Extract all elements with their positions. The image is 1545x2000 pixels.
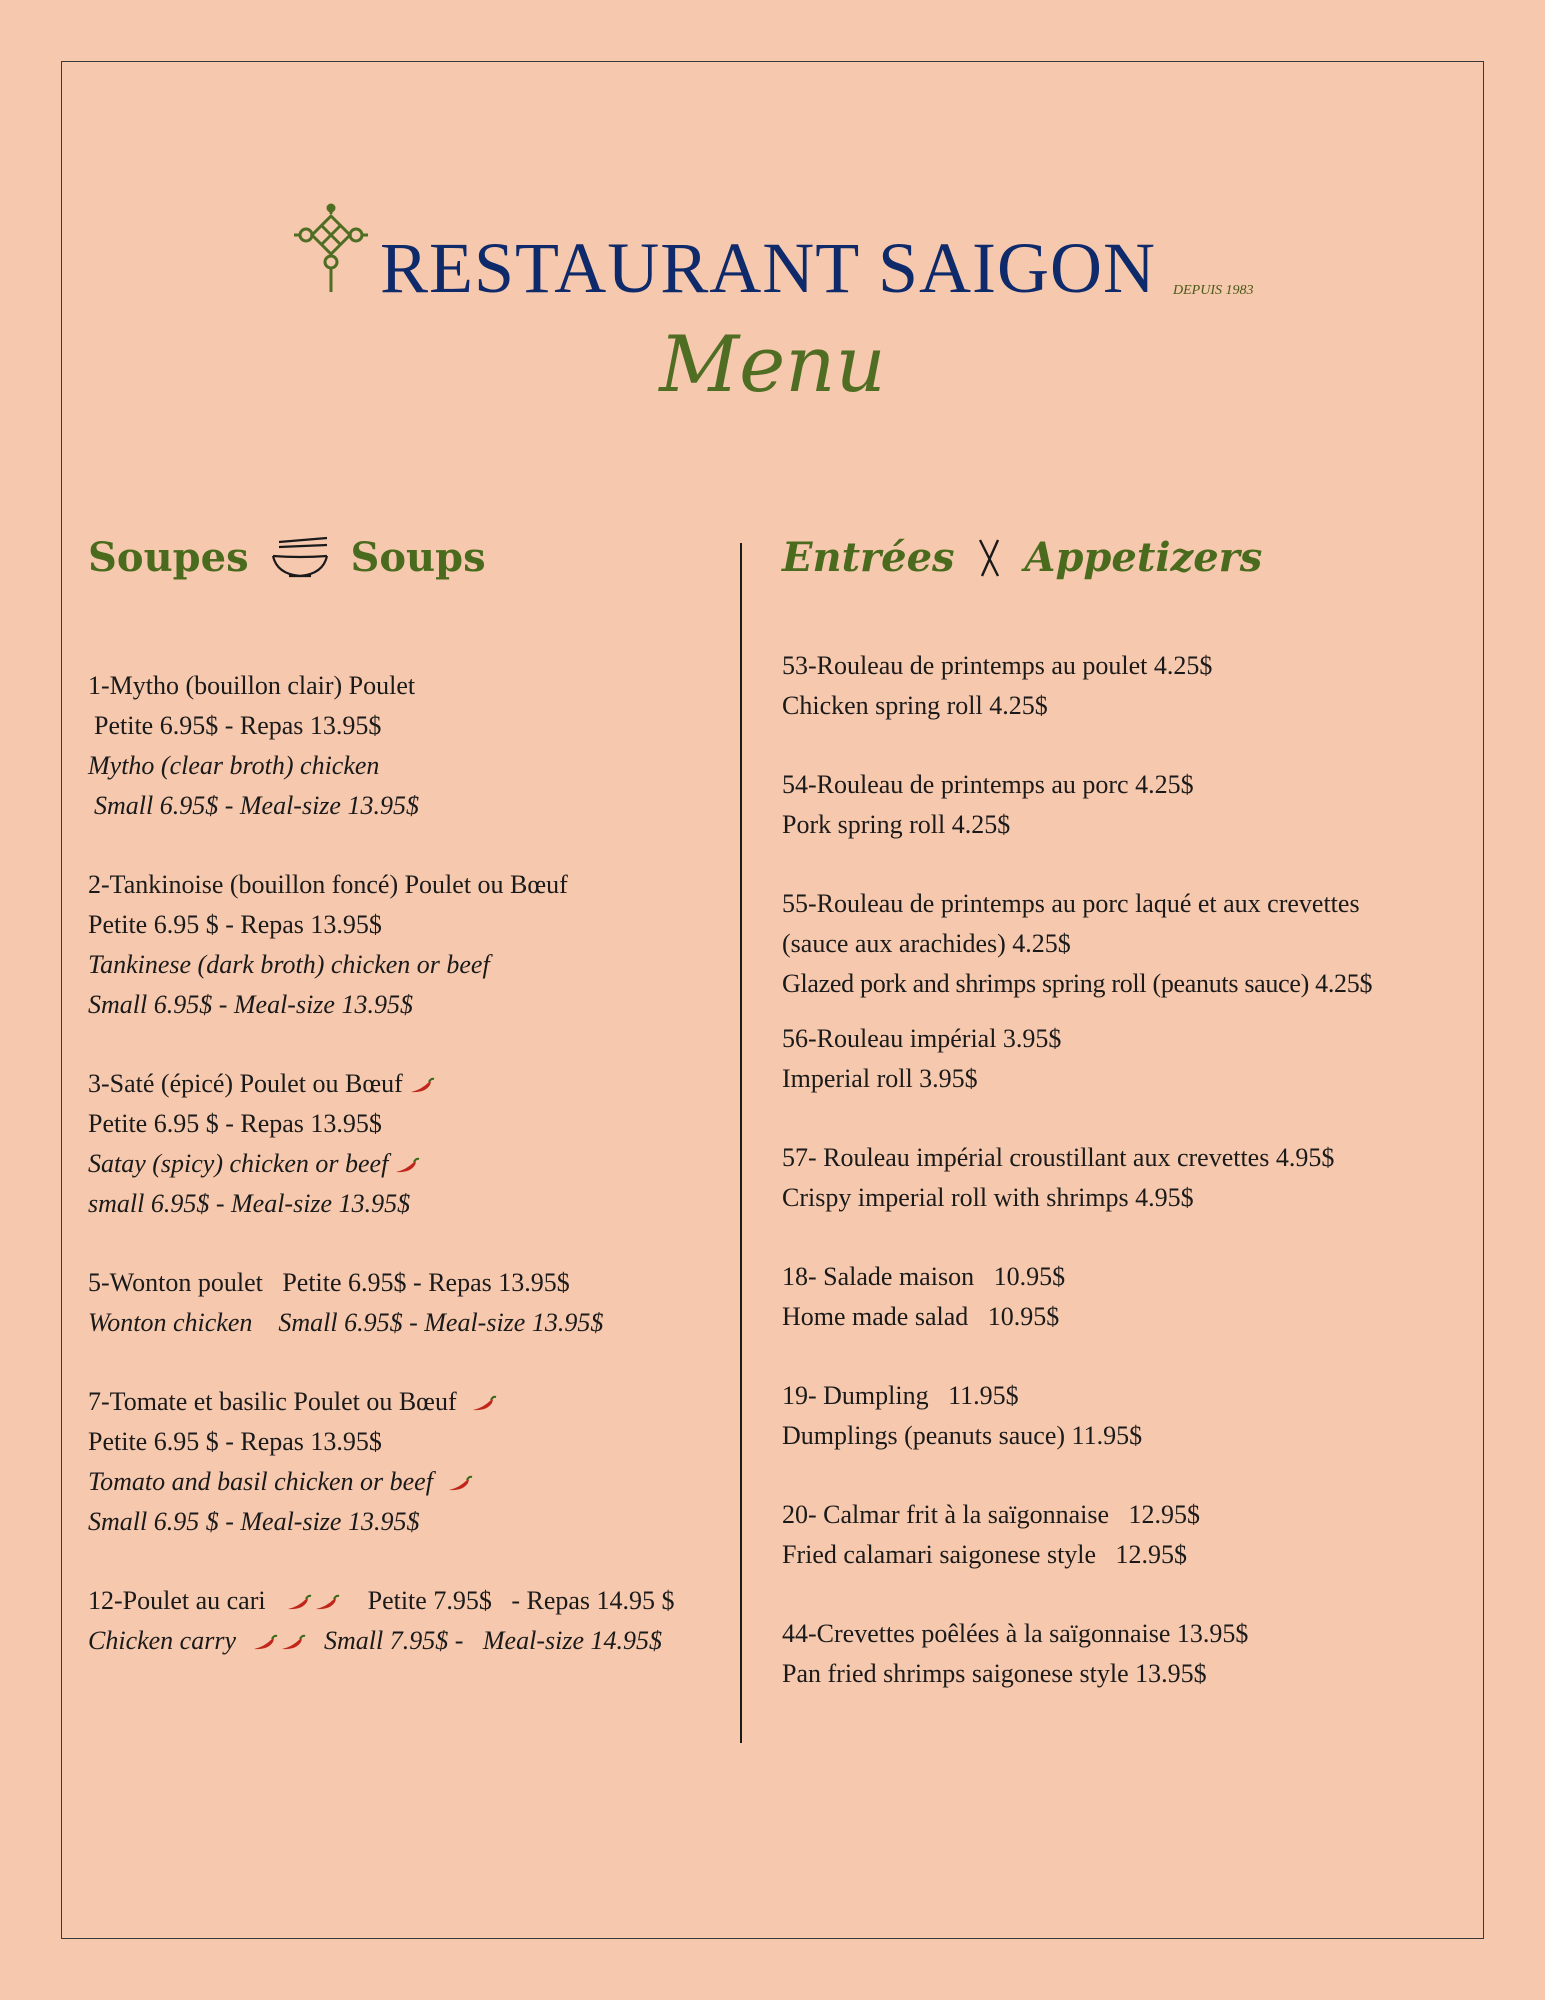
- menu-title: Menu: [659, 320, 886, 410]
- item-name-en: Satay (spicy) chicken or beef: [88, 1149, 389, 1178]
- chili-pepper-icon: [407, 1076, 435, 1096]
- list-item: [88, 666, 728, 826]
- item-name-fr: 19- Dumpling 11.95$: [782, 1381, 1019, 1410]
- list-item: [88, 865, 728, 1025]
- item-line-fr: 5-Wonton poulet Petite 6.95$ - Repas 13.95$: [88, 1268, 570, 1297]
- item-name-fr: 3-Saté (épicé) Poulet ou Bœuf: [88, 1069, 403, 1098]
- soups-heading: [88, 520, 486, 590]
- item-price-en: Small 7.95$ - Meal-size 14.95$: [324, 1626, 662, 1655]
- list-item: [782, 884, 1482, 1004]
- item-name-fr: 1-Mytho (bouillon clair) Poulet: [88, 671, 416, 700]
- item-name-fr: 20- Calmar frit à la saïgonnaise 12.95$: [782, 1500, 1201, 1529]
- item-name-fr: 53-Rouleau de printemps au poulet 4.25$: [782, 651, 1213, 680]
- item-name-en: Chicken spring roll 4.25$: [782, 691, 1048, 720]
- endless-knot-icon: [292, 202, 370, 294]
- list-item: [88, 1064, 728, 1224]
- chili-pepper-icon: [392, 1156, 420, 1176]
- since-year: DEPUIS 1983: [1173, 283, 1254, 298]
- item-name-en: Dumplings (peanuts sauce) 11.95$: [782, 1421, 1143, 1450]
- chili-pepper-icon: [250, 1633, 278, 1653]
- item-name-en: Fried calamari saigonese style 12.95$: [782, 1540, 1188, 1569]
- item-line-en: Wonton chicken Small 6.95$ - Meal-size 13.95$: [88, 1308, 604, 1337]
- item-name-en: Glazed pork and shrimps spring roll (peanuts sauce) 4.25$: [782, 969, 1373, 998]
- item-name-en: Tankinese (dark broth) chicken or beef: [88, 950, 490, 979]
- item-name-fr: 2-Tankinoise (bouillon foncé) Poulet ou Bœuf: [88, 870, 568, 899]
- item-line-fr: [88, 1581, 728, 1621]
- chili-pepper-icon: [469, 1394, 497, 1414]
- item-name-fr: 44-Crevettes poêlées à la saïgonnaise 13.95$: [782, 1619, 1249, 1648]
- item-name-en: Mytho (clear broth) chicken: [88, 751, 380, 780]
- restaurant-name: RESTAURANT SAIGON: [380, 228, 1156, 308]
- item-name-fr: 7-Tomate et basilic Poulet ou Bœuf: [88, 1387, 457, 1416]
- item-price-en: Small 6.95$ - Meal-size 13.95$: [88, 990, 413, 1019]
- soups-title-fr: Soupes: [88, 534, 249, 581]
- noodle-bowl-icon: [269, 536, 331, 580]
- item-name-fr: 56-Rouleau impérial 3.95$: [782, 1024, 1062, 1053]
- item-name-fr: 18- Salade maison 10.95$: [782, 1262, 1066, 1291]
- item-price-fr: Petite 6.95 $ - Repas 13.95$: [88, 1427, 382, 1456]
- item-name-fr: 57- Rouleau impérial croustillant aux crevettes 4.95$: [782, 1143, 1335, 1172]
- soups-list: [88, 666, 728, 1700]
- appetizers-title-en: Appetizers: [1024, 534, 1263, 581]
- column-divider: [740, 543, 742, 1743]
- item-name-fr: 54-Rouleau de printemps au porc 4.25$: [782, 770, 1194, 799]
- list-item: [782, 1257, 1482, 1337]
- list-item: [782, 646, 1482, 726]
- list-item: [782, 1376, 1482, 1456]
- item-name-fr-row: [88, 1064, 728, 1104]
- item-name-en: Chicken carry: [88, 1626, 237, 1655]
- soups-title-en: Soups: [350, 534, 486, 581]
- item-name-fr-cont: (sauce aux arachides) 4.25$: [782, 929, 1071, 958]
- item-name-en: Pork spring roll 4.25$: [782, 810, 1011, 839]
- item-name-en: Tomato and basil chicken or beef: [88, 1467, 433, 1496]
- item-price-fr: Petite 6.95 $ - Repas 13.95$: [88, 1109, 382, 1138]
- item-name-fr: 12-Poulet au cari: [88, 1586, 266, 1615]
- list-item: [88, 1382, 728, 1542]
- chili-pepper-icon: [312, 1593, 340, 1613]
- list-item: [782, 1614, 1482, 1694]
- list-item: [782, 1495, 1482, 1575]
- item-price-en: Small 6.95 $ - Meal-size 13.95$: [88, 1507, 420, 1536]
- chopsticks-icon: [974, 538, 1004, 578]
- list-item: [782, 1138, 1482, 1218]
- item-name-en-row: [88, 1144, 728, 1184]
- item-line-en: [88, 1621, 728, 1661]
- item-name-en-row: [88, 1462, 728, 1502]
- item-price-fr: Petite 6.95$ - Repas 13.95$: [94, 711, 382, 740]
- item-price-fr: Petite 6.95 $ - Repas 13.95$: [88, 910, 382, 939]
- item-name-en: Home made salad 10.95$: [782, 1302, 1060, 1331]
- list-item: [782, 1019, 1482, 1099]
- chili-pepper-icon: [278, 1633, 306, 1653]
- item-name-en: Crispy imperial roll with shrimps 4.95$: [782, 1183, 1194, 1212]
- item-name-en: Imperial roll 3.95$: [782, 1064, 978, 1093]
- list-item: [88, 1581, 728, 1661]
- appetizers-heading: [782, 520, 1262, 590]
- appetizers-list: [782, 646, 1482, 1733]
- item-price-en: small 6.95$ - Meal-size 13.95$: [88, 1189, 411, 1218]
- item-price-fr: Petite 7.95$ - Repas 14.95 $: [367, 1586, 675, 1615]
- chili-pepper-icon: [445, 1474, 473, 1494]
- chili-pepper-icon: [284, 1593, 312, 1613]
- item-name-fr: 55-Rouleau de printemps au porc laqué et aux crevettes: [782, 889, 1360, 918]
- list-item: [782, 765, 1482, 845]
- appetizers-title-fr: Entrées: [782, 534, 955, 581]
- item-price-en: Small 6.95$ - Meal-size 13.95$: [94, 791, 419, 820]
- list-item: [88, 1263, 728, 1343]
- item-name-fr-row: [88, 1382, 728, 1422]
- item-name-en: Pan fried shrimps saigonese style 13.95$: [782, 1659, 1207, 1688]
